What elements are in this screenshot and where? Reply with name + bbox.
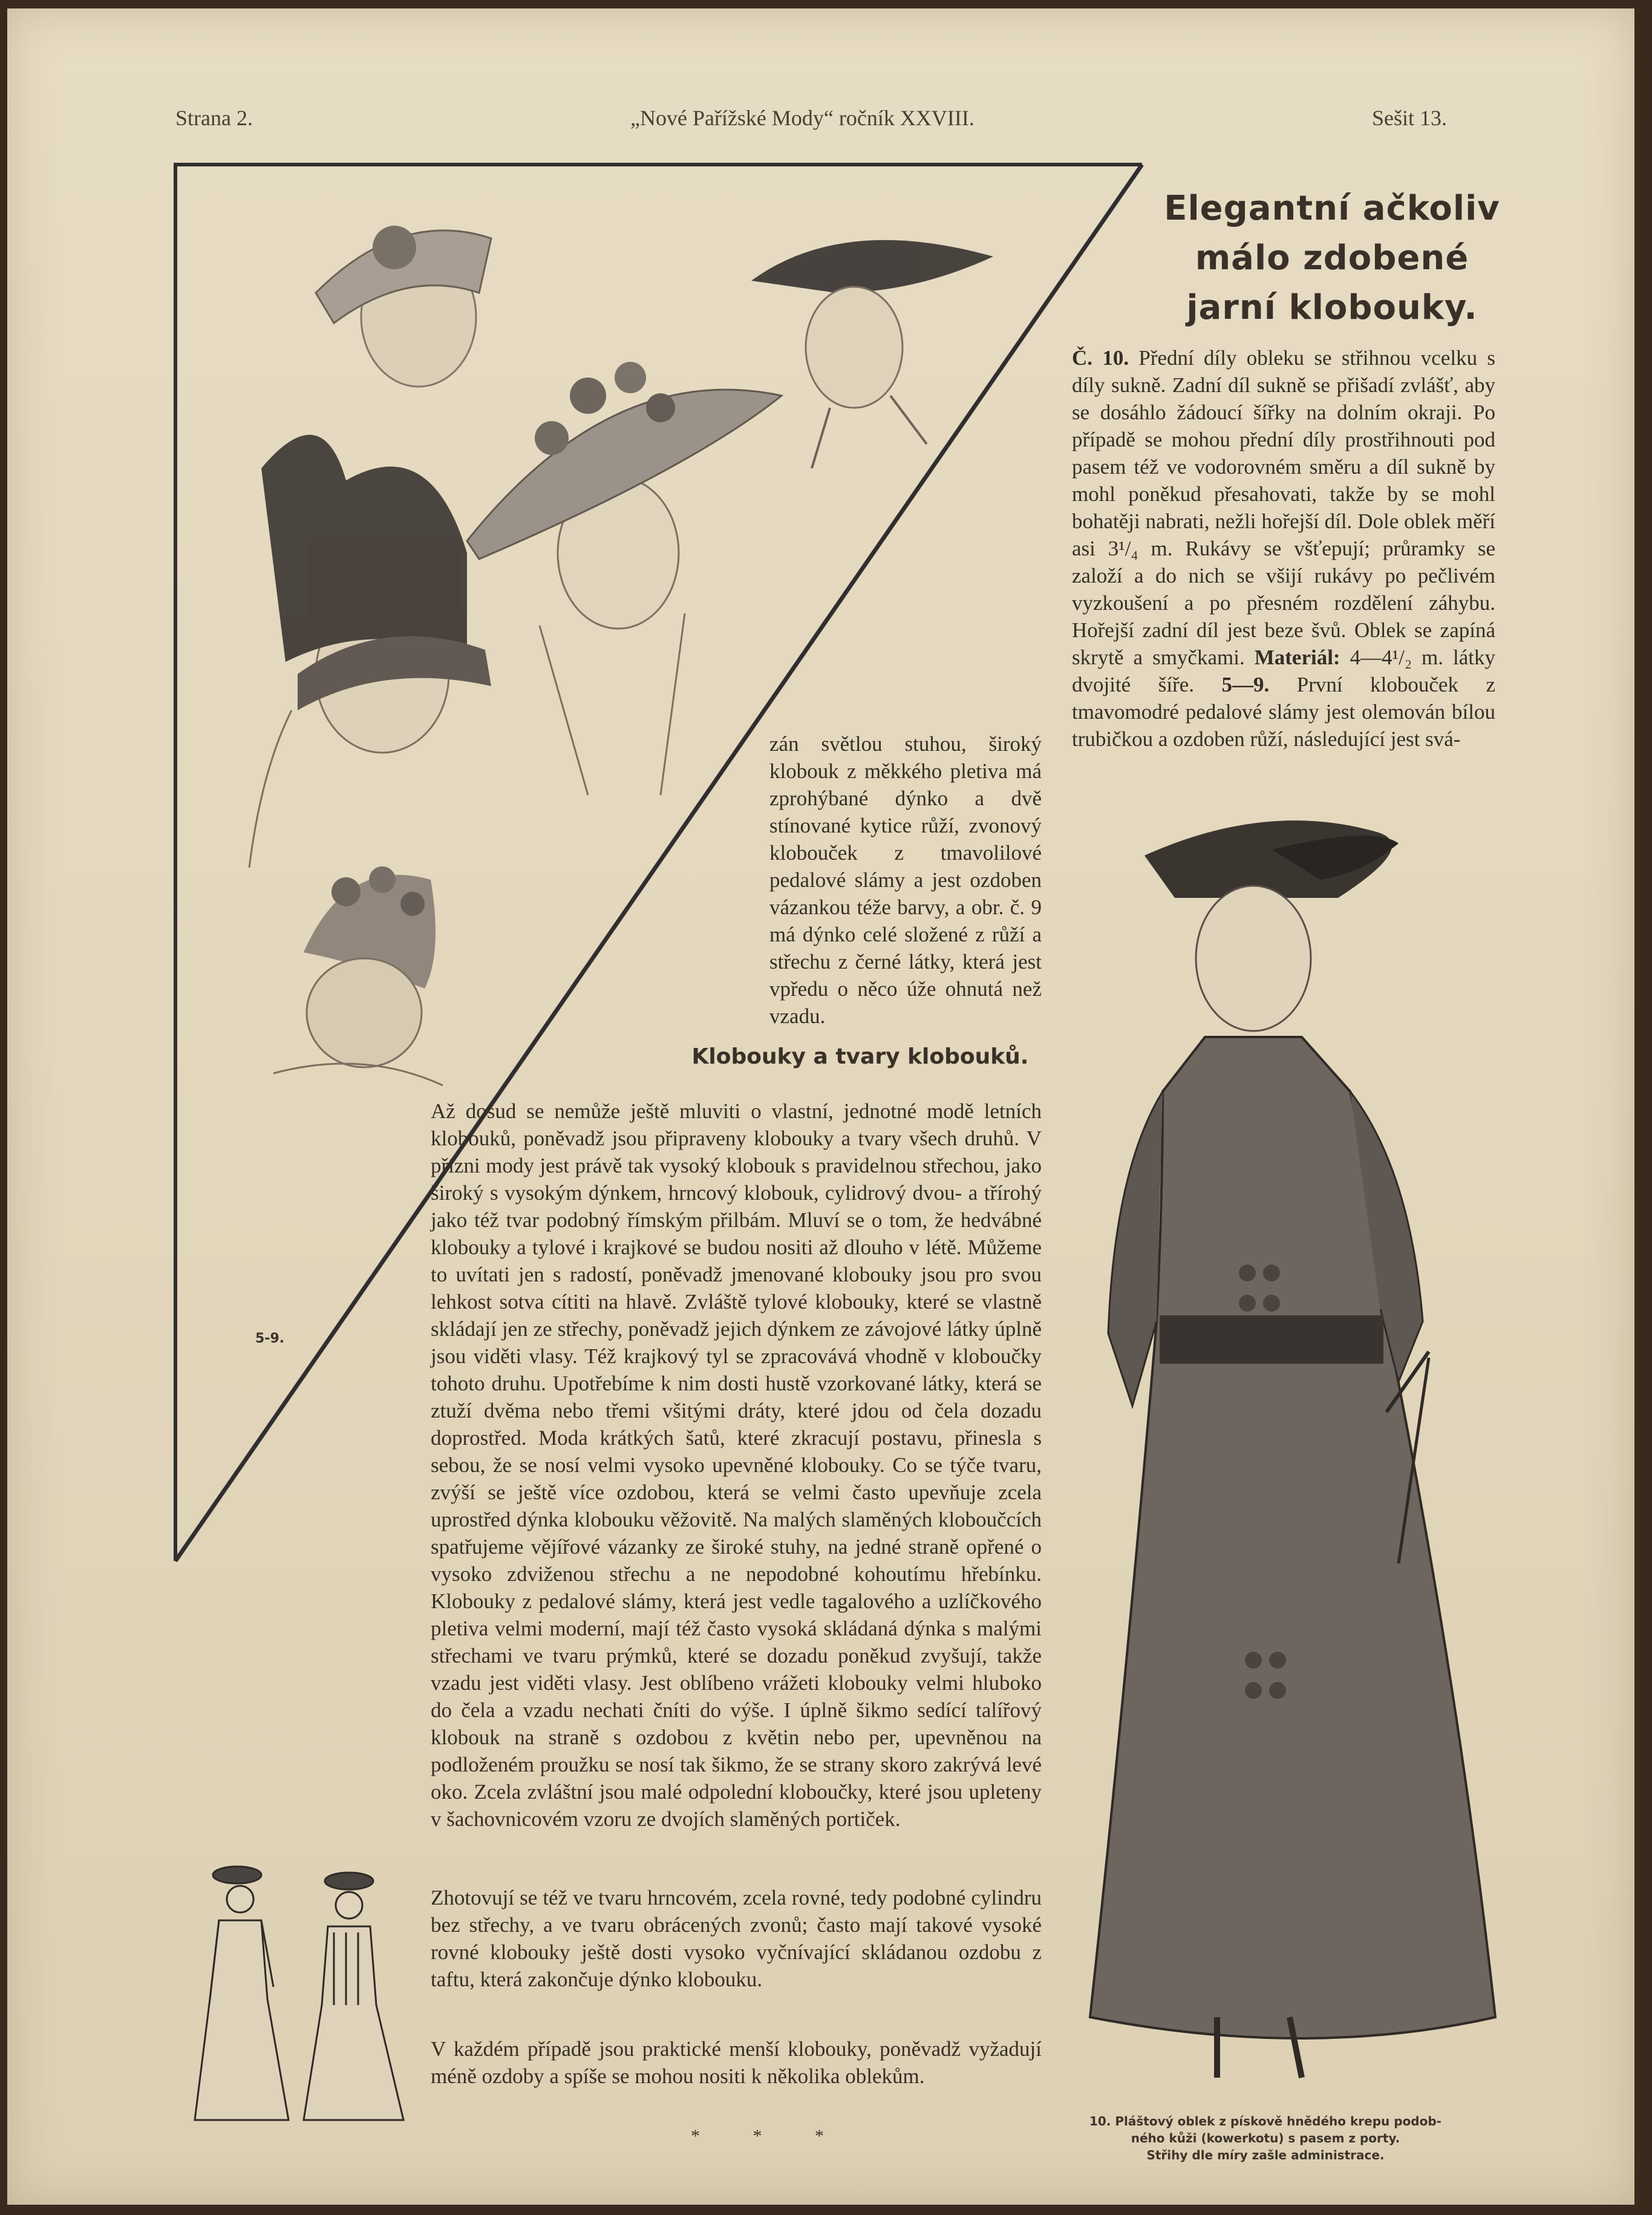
article2-paragraph-1: Až dosud se nemůže ještě mluviti o vlastní, jednotné modě letních klobouků, poněvadž jsou připraveny klobouky a tvary všech druhů. V přízni mody jest právě tak vysoký klobouk s pravidelnou střechou, jako široký s vysokým dýnkem, hrncový klobouk, cylidrový dvou- a třírohý jako též tvar podobný římským přilbám. Mluví se o tom, že hedvábné klobouky a tylové i krajkové se budou nositi až dlouho v létě. Můžeme to uvítati jen s radostí, poněvadž jmenované klobouky jsou pro svou lehkost sotva cítiti na hlavě. Zvláště tylové klobouky, které se vlastně skládají jen ze střechy, poněvadž jejich dýnkem ze závojové látky úplně jsou viděti vlasy. Též krajkový tyl se zpracovává vhodně v kloboučky tohoto druhu. Upotřebíme k nim dosti hustě vzorkované látky, která se ztuží dvěma nebo třemi všitými dráty, které jdou od čela dozadu doprostřed. Moda krátkých šatů, které zkracují postavu, přinesla s sebou, že se nosí velmi vysoko upevněné klobouky. Co se týče tvaru, zvýší se ještě více ozdobou, která se velmi často upevňuje zcela uprostřed dýnka klobouku věžovitě. Na malých slaměných kloboučcích spatřujeme vějířové vázanky ze široké stuhy, na jedné straně opřené o vysoko zdviženou střechu a ne nepodobné kohoutímu hřebínku. Klobouky z pedalové slámy, která jest vedle tagalového a uzlíčkového pletiva velmi moderní, mají též často vysoká skládaná dýnka s malými střechami ve tvaru prýmků, které se dozadu poněkud zvyšují, takže vzadu jest viděti vlasy. Jest oblíbeno vrážeti klobouky velmi hluboko do čela a vzadu nechati čníti do výše. I úplně šikmo sedící talířový klobouk na straně s ozdobou z květin nebo per, upevněnou na podloženém proužku se nosí tak šikmo, že se strany skoro zakrývá levé oko. Zcela zvláštní jsou malé odpolední kloboučky, které jsou upleteny v šachovnicovém vzoru ze dvojích slaměných portiček. bbox=[431, 1099, 1042, 1831]
magazine-title: „Nové Pařížské Mody“ ročník XXVIII. bbox=[630, 106, 975, 130]
issue-number: Sešit 13. bbox=[1372, 106, 1448, 130]
article1-lead-2: 5—9. bbox=[1221, 673, 1270, 696]
article2-paragraph-3: V každém případě jsou praktické menší klobouky, poněvadž vyžadují méně ozdoby a spíše se mohou nositi k několika oblekům. bbox=[431, 2037, 1042, 2088]
section-heading: Klobouky a tvary klobouků. bbox=[691, 1044, 1029, 1069]
hat-illustration-3 bbox=[467, 362, 782, 795]
caption-line-3: Střihy dle míry zašle administrace. bbox=[1146, 2148, 1385, 2162]
material-label: Materiál: bbox=[1254, 646, 1340, 669]
title-line-2: málo zdobené bbox=[1195, 238, 1469, 278]
title-line-3: jarní klobouky. bbox=[1186, 288, 1478, 327]
figure-caption bbox=[1054, 2113, 1477, 2164]
caption-line-1: 10. Pláštový oblek z pískově hnědého krepu podob- bbox=[1089, 2114, 1441, 2128]
small-figures-illustration bbox=[183, 1854, 425, 2156]
figure-label: 5-9. bbox=[255, 1331, 285, 1346]
article1-paragraph-1 bbox=[1072, 344, 1495, 753]
article1-lead: Č. 10. bbox=[1072, 346, 1129, 370]
magazine-page bbox=[7, 8, 1634, 2205]
page-number: Strana 2. bbox=[175, 106, 253, 130]
caption-line-2: ného kůži (kowerkotu) s pasem z porty. bbox=[1131, 2131, 1400, 2145]
article-title bbox=[1132, 184, 1532, 333]
hat-illustration-2 bbox=[249, 435, 491, 868]
hat-illustration-1 bbox=[316, 226, 491, 387]
ornament-stars: * * * bbox=[691, 2126, 848, 2146]
hat-illustration-5 bbox=[273, 866, 443, 1085]
article1-paragraph-2: zán světlou stuhou, široký klobouk z měkkého pletiva má zprohýbané dýnko a dvě stínované kytice růží, zvonový klobouček z tmavolilové pedalové slámy a jest ozdoben vázankou téže barvy, a obr. č. 9 má dýnko celé složené z růží a střechu z černé látky, která jest vpředu o něco úže ohnutá než vzadu. bbox=[769, 732, 1042, 1028]
title-line-1: Elegantní ačkoliv bbox=[1164, 189, 1500, 228]
article1-body: Přední díly obleku se střihnou vcelku s díly sukně. Zadní díl sukně se přišadí zvlášť, aby se dosáhlo žádoucí šířky na dolním okraji. Po případě se mohou přední díly prostřihnouti pod pasem též ve vodorovném směru a díl sukně by mohl poněkud přesahovati, takže by se mohl bohatěji nabrati, nežli hořejší díl. Dole oblek měří asi 3¹/₄ m. Rukávy se všťepují; průramky se založí a do nich se všijí rukávy po pečlivém vyzkoušení a po přesném rozdělení záhybu. Hořejší zadní díl jest beze švů. Oblek se zapíná skrytě a smyčkami. bbox=[1072, 346, 1496, 669]
article2-paragraph-2: Zhotovují se též ve tvaru hrncovém, zcela rovné, tedy podobné cylindru bez střechy, a ve tvaru obrácených zvonů; často mají takové vysoké rovné klobouky ještě dosti vysoko vyčnívající skládanou ozdobu z taftu, která zakončuje dýnko klobouku. bbox=[431, 1886, 1042, 1991]
article1-body-2a: První klobouček z tmavomodré pedalové slámy jest olemován bílou trubičkou a ozdoben růží, následující jest svá- bbox=[1072, 673, 1495, 751]
coat-illustration bbox=[1036, 777, 1532, 2108]
material-value: 4—4¹/₂ m. látky dvojité šíře. bbox=[1072, 646, 1496, 696]
